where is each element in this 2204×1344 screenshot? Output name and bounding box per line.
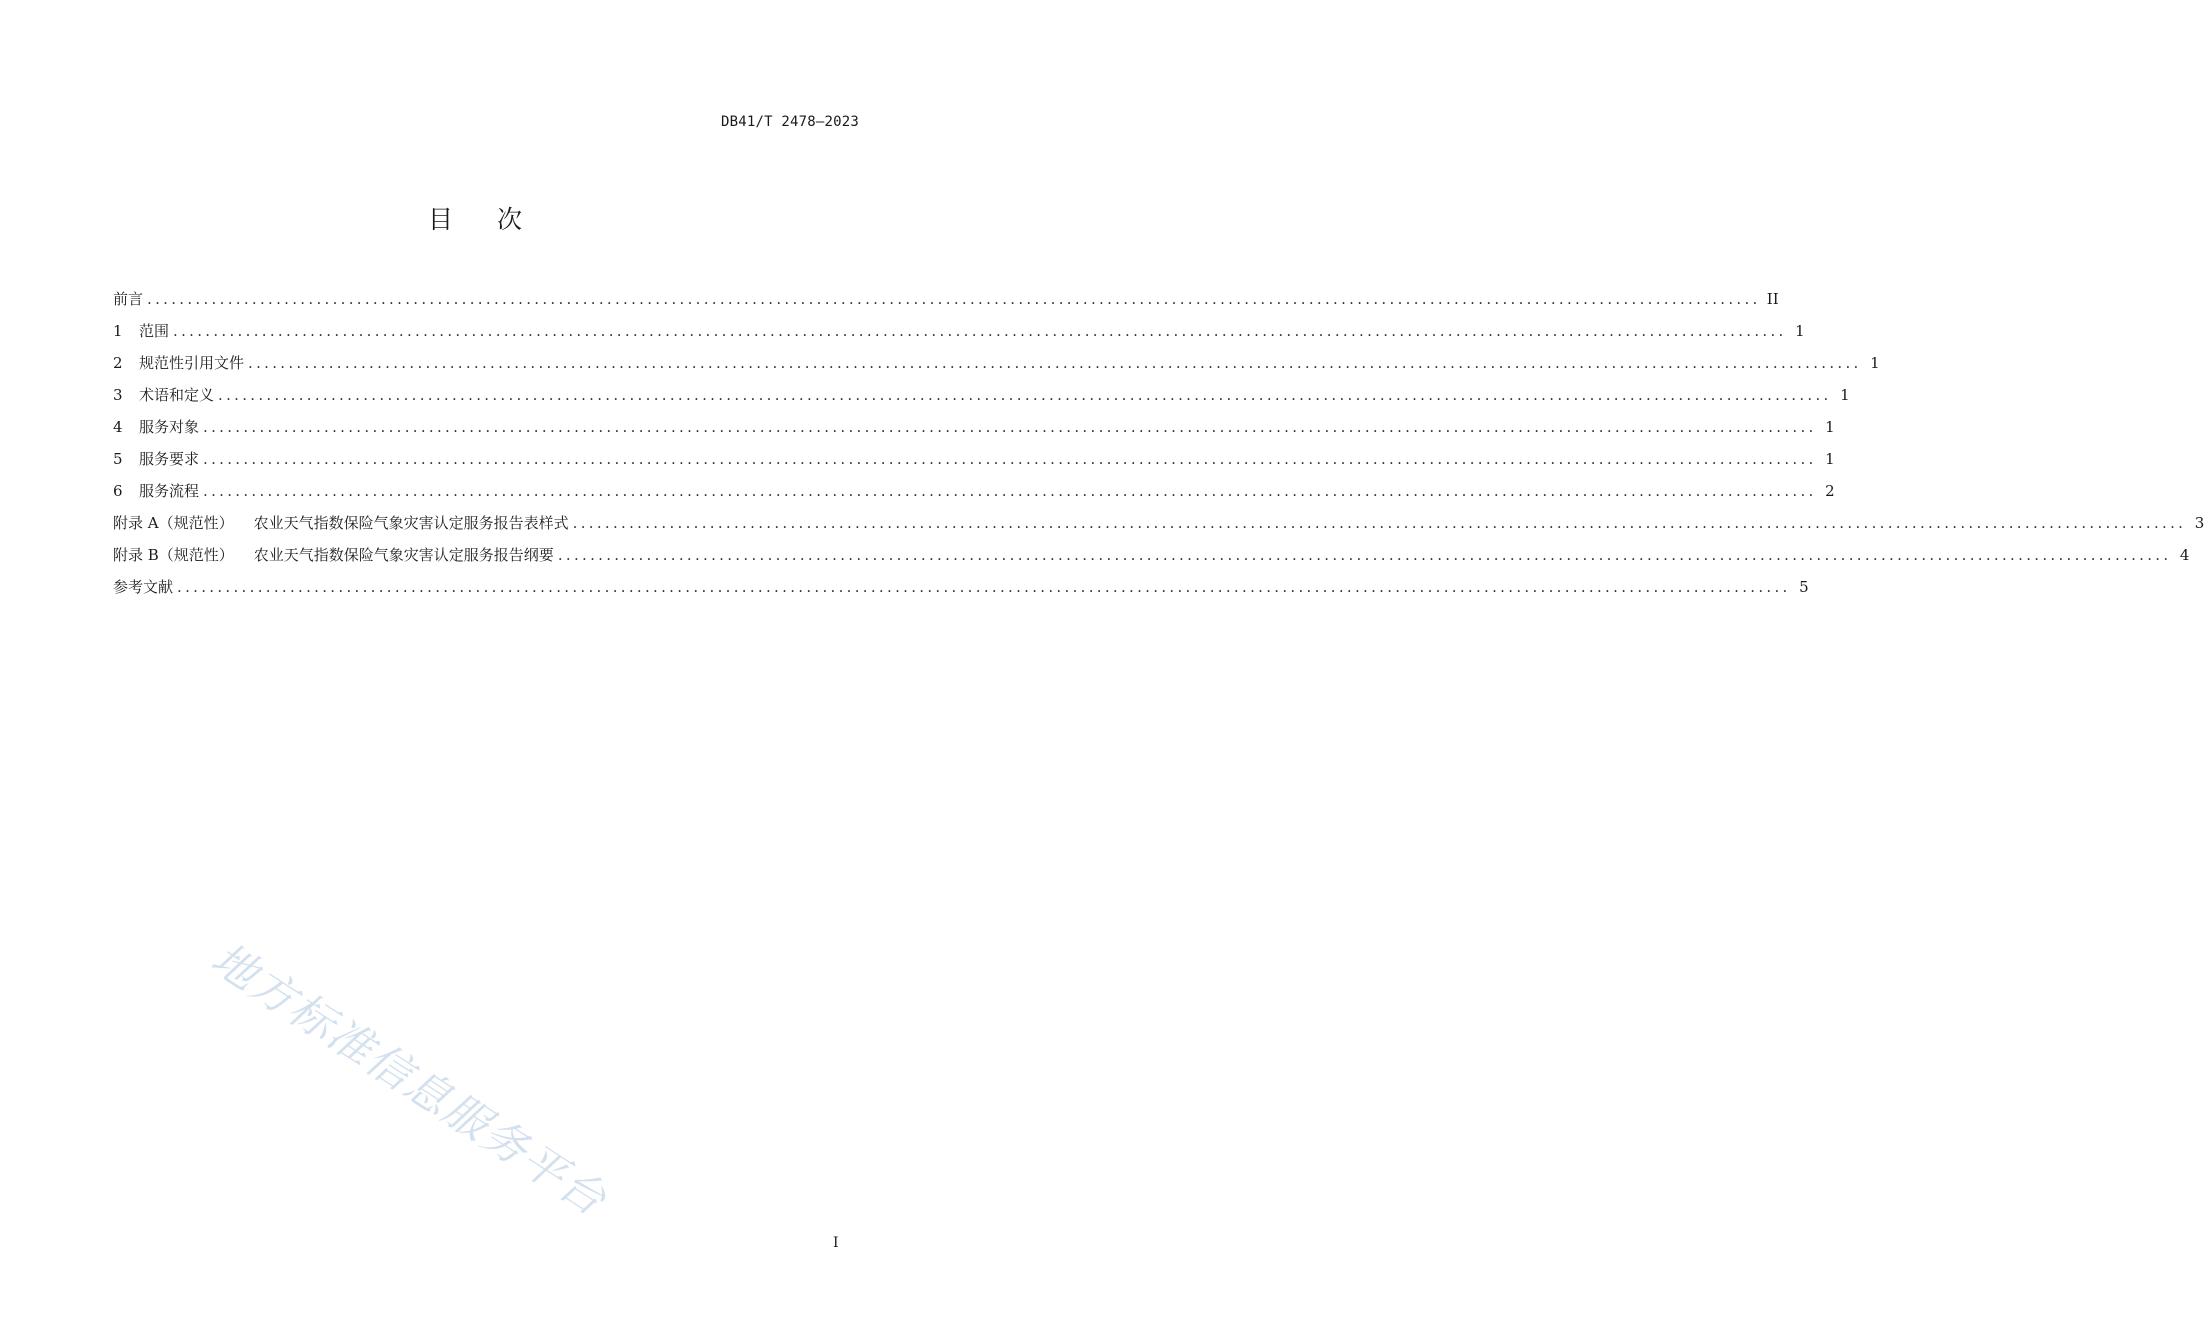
- toc-entry-service-objects[interactable]: [113, 416, 1835, 448]
- toc-leader-dots: ........................................................................................................................................................................................................: [177, 578, 1791, 596]
- toc-leader-dots: ........................................................................................................................................................................................................: [248, 354, 1862, 372]
- toc-label: 5 服务要求: [113, 450, 200, 468]
- toc-leader-dots: ........................................................................................................................................................................................................: [218, 386, 1832, 404]
- toc-page-number: 5: [1799, 578, 1809, 596]
- toc-entry-bibliography[interactable]: [113, 576, 1809, 608]
- toc-leader-dots: ........................................................................................................................................................................................................: [147, 290, 1761, 308]
- standard-code: DB41/T 2478—2023: [720, 114, 859, 130]
- toc-leader-dots: ........................................................................................................................................................................................................: [203, 482, 1817, 500]
- toc-label: 2 规范性引用文件: [113, 354, 245, 372]
- toc-entry-preface[interactable]: [113, 288, 1779, 320]
- toc-page-number: 1: [1870, 354, 1880, 372]
- page-number: I: [833, 1235, 839, 1251]
- toc-entry-terms-definitions[interactable]: [113, 384, 1850, 416]
- toc-label: 1 范围: [113, 322, 170, 340]
- toc-page-number: II: [1766, 290, 1779, 308]
- toc-entry-normative-references[interactable]: [113, 352, 1880, 384]
- toc-entry-scope[interactable]: [113, 320, 1805, 352]
- toc-label: 附录 B（规范性） 农业天气指数保险气象灾害认定服务报告纲要: [113, 546, 554, 564]
- toc-label: 参考文献: [113, 578, 174, 596]
- toc-page-number: 2: [1825, 482, 1835, 500]
- toc-leader-dots: ........................................................................................................................................................................................................: [572, 514, 2187, 532]
- watermark: 地方标准信息服务平台: [202, 933, 616, 1227]
- table-of-contents: [113, 288, 2204, 608]
- toc-page-number: 1: [1795, 322, 1805, 340]
- toc-leader-dots: ........................................................................................................................................................................................................: [203, 450, 1817, 468]
- toc-leader-dots: ........................................................................................................................................................................................................: [557, 546, 2172, 564]
- toc-label: 附录 A（规范性） 农业天气指数保险气象灾害认定服务报告表样式: [113, 514, 569, 532]
- toc-entry-appendix-a[interactable]: [113, 512, 2204, 544]
- toc-page-number: 1: [1825, 450, 1835, 468]
- toc-label: 4 服务对象: [113, 418, 200, 436]
- toc-entry-service-requirements[interactable]: [113, 448, 1835, 480]
- toc-label: 6 服务流程: [113, 482, 200, 500]
- toc-label: 前言: [113, 290, 144, 308]
- toc-label: 3 术语和定义: [113, 386, 215, 404]
- toc-leader-dots: ........................................................................................................................................................................................................: [203, 418, 1817, 436]
- toc-page-number: 1: [1840, 386, 1850, 404]
- page-title: 目 次: [428, 205, 522, 234]
- toc-page-number: 3: [2194, 514, 2204, 532]
- toc-leader-dots: ........................................................................................................................................................................................................: [173, 322, 1787, 340]
- toc-page-number: 1: [1825, 418, 1835, 436]
- toc-entry-service-process[interactable]: [113, 480, 1835, 512]
- toc-entry-appendix-b[interactable]: [113, 544, 2190, 576]
- toc-page-number: 4: [2179, 546, 2190, 564]
